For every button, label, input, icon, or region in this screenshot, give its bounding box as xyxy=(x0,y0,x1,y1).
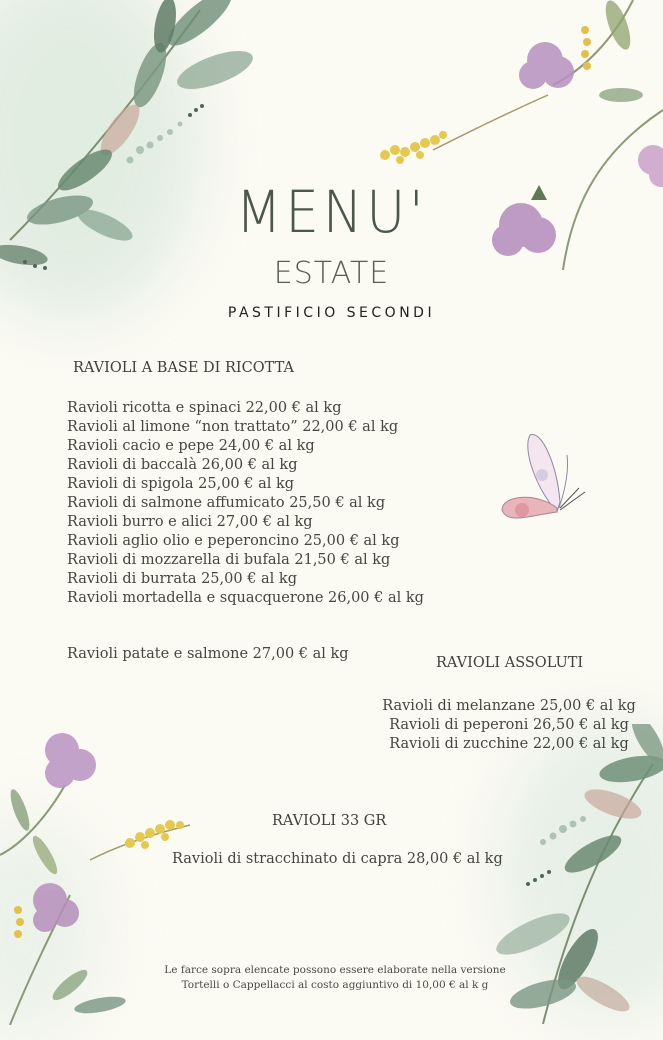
list-item: Ravioli cacio e pepe 24,00 € al kg xyxy=(67,438,315,454)
assoluti-item-list xyxy=(378,697,640,754)
footer-line: Le farce sopra elencate possono essere elaborate nella versione xyxy=(164,964,506,976)
list-item: Ravioli di melanzane 25,00 € al kg xyxy=(382,698,636,714)
butterfly-illustration xyxy=(497,430,587,530)
section-title-assoluti: RAVIOLI ASSOLUTI xyxy=(436,655,584,671)
section-title-ricotta: RAVIOLI A BASE DI RICOTTA xyxy=(73,360,294,376)
ricotta-extra-item: Ravioli patate e salmone 27,00 € al kg xyxy=(67,646,349,662)
list-item: Ravioli di burrata 25,00 € al kg xyxy=(67,571,297,587)
list-item: Ravioli mortadella e squacquerone 26,00 € al kg xyxy=(67,590,424,606)
list-item: Ravioli di baccalà 26,00 € al kg xyxy=(67,457,298,473)
menu-title: MENU' xyxy=(235,178,428,246)
menu-subtitle: ESTATE xyxy=(273,256,390,291)
list-item: Ravioli di zucchine 22,00 € al kg xyxy=(389,736,629,752)
list-item: Ravioli di salmone affumicato 25,50 € al kg xyxy=(67,495,386,511)
list-item: Ravioli di spigola 25,00 € al kg xyxy=(67,476,295,492)
list-item: Ravioli ricotta e spinaci 22,00 € al kg xyxy=(67,400,342,416)
foliage-top-left-illustration xyxy=(0,0,260,290)
list-item: Ravioli di peperoni 26,50 € al kg xyxy=(389,717,629,733)
list-item: Ravioli burro e alici 27,00 € al kg xyxy=(67,514,313,530)
section-title-33gr: RAVIOLI 33 GR xyxy=(272,813,387,829)
list-item: Ravioli di stracchinato di capra 28,00 € al kg xyxy=(172,851,503,867)
list-item: Ravioli al limone “non trattato” 22,00 € al kg xyxy=(67,419,399,435)
shop-name: PASTIFICIO SECONDI xyxy=(227,305,436,321)
ricotta-item-list xyxy=(67,399,424,608)
gr33-item-list xyxy=(172,850,503,869)
list-item: Ravioli aglio olio e peperoncino 25,00 € al kg xyxy=(67,533,400,549)
list-item: Ravioli di mozzarella di bufala 21,50 € al kg xyxy=(67,552,391,568)
footer-note xyxy=(120,963,550,993)
footer-line: Tortelli o Cappellacci al costo aggiuntivo di 10,00 € al k g xyxy=(181,979,489,991)
